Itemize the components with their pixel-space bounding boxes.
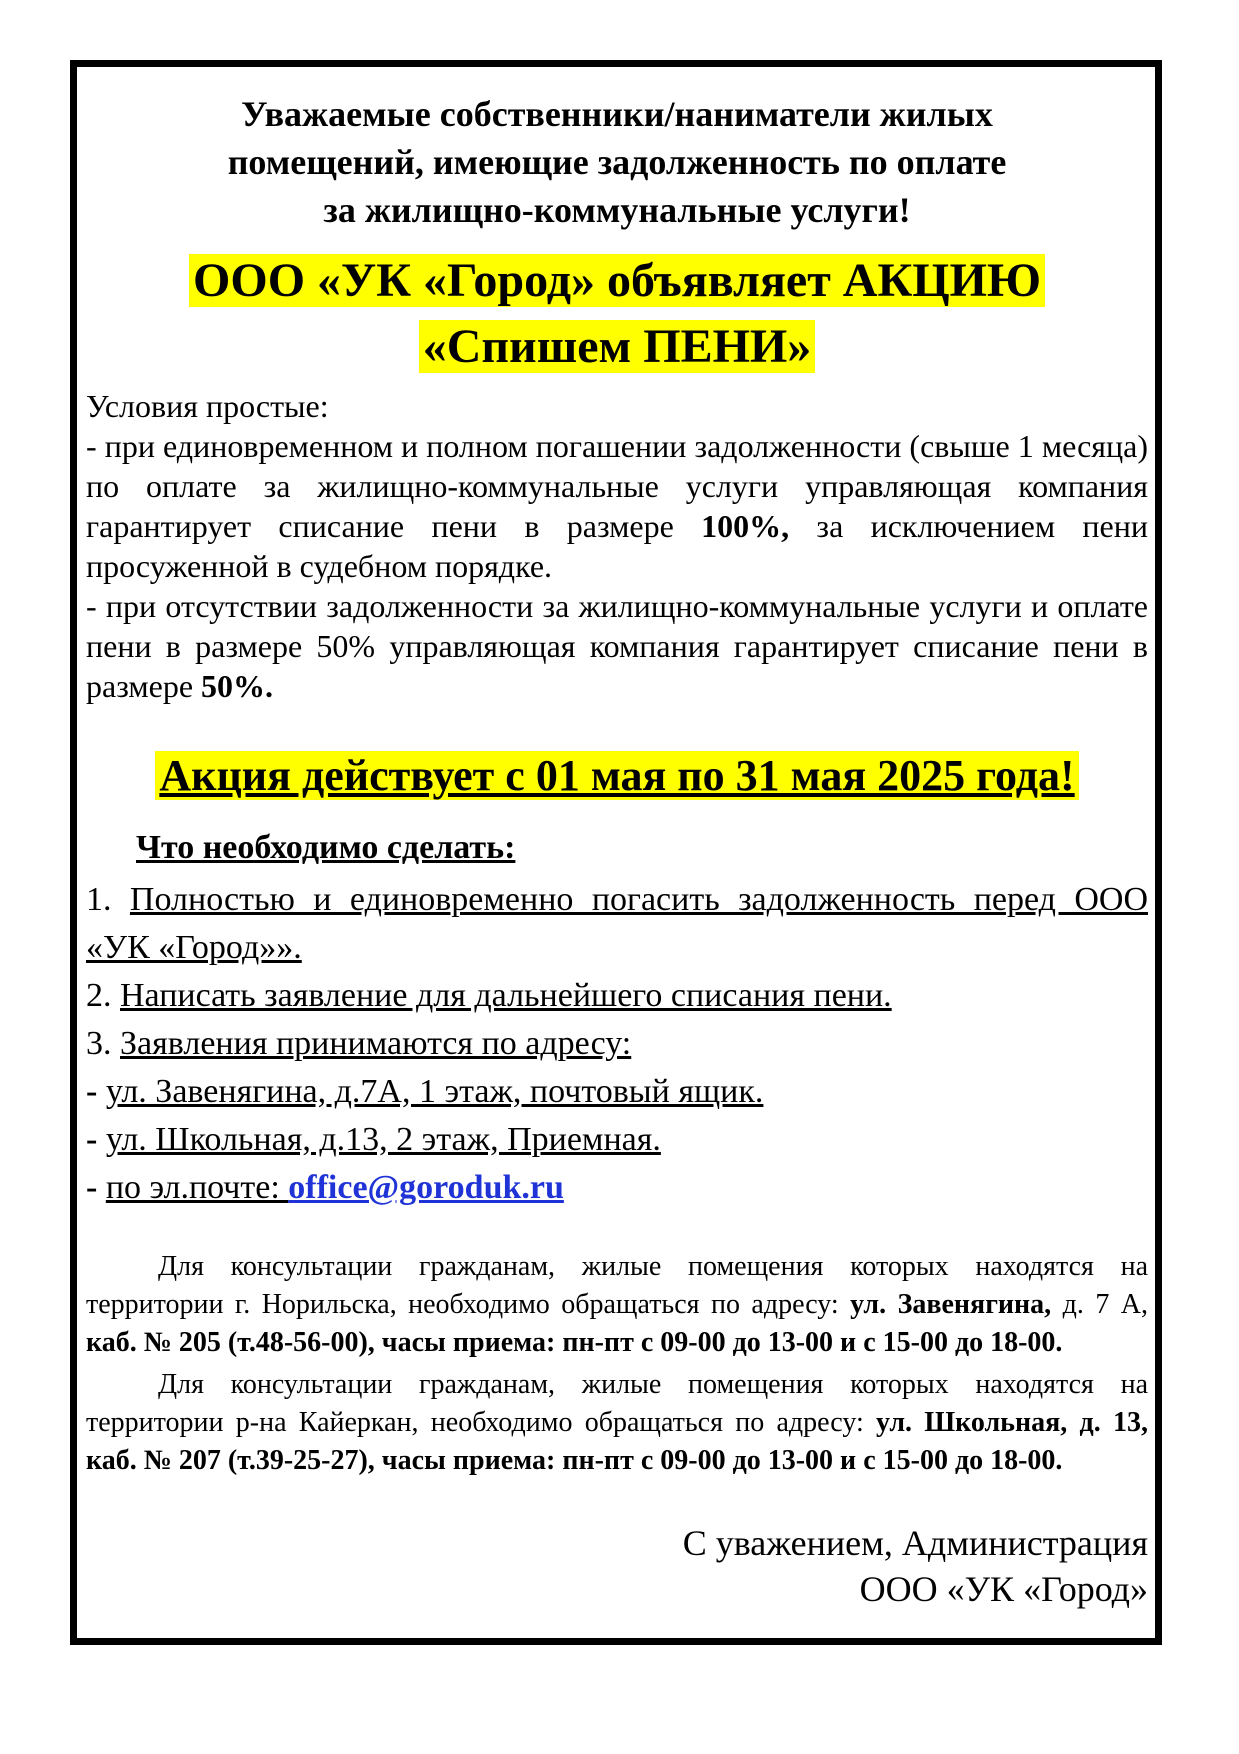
greeting-line-3: за жилищно-коммунальные услуги! <box>323 190 911 230</box>
promo-announcement <box>86 248 1148 380</box>
conditions-title: Условия простые: <box>86 388 329 424</box>
address-1-dash: - <box>86 1073 106 1110</box>
greeting-line-2: помещений, имеющие задолженность по оплате <box>227 142 1007 182</box>
email-item <box>86 1164 1148 1212</box>
todo-title: Что необходимо сделать: <box>136 829 516 866</box>
condition-1-tail: за исключением пени просуженной в судебном порядке. <box>86 508 1148 584</box>
promo-line-2: «Спишем ПЕНИ» <box>419 320 816 373</box>
step-1-text: Полностью и единовременно погасить задолженность перед ООО «УК «Город»». <box>86 881 1149 966</box>
consult-1-bold-details: каб. № 205 (т.48-56-00), часы приема: пн-пт с 09-00 до 13-00 и с 15-00 до 18-00. <box>86 1327 1063 1358</box>
email-label: по эл.почте: <box>105 1169 289 1206</box>
promo-line-1: ООО «УК «Город» объявляет АКЦИЮ <box>189 254 1045 307</box>
condition-item-2 <box>86 586 1148 706</box>
address-2-text: ул. Школьная, д.13, 2 этаж, Приемная. <box>105 1121 661 1158</box>
deadline-banner <box>86 746 1148 806</box>
todo-step-2 <box>86 972 1148 1020</box>
todo-step-3 <box>86 1020 1148 1068</box>
address-item-2 <box>86 1116 1148 1164</box>
step-2-text: Написать заявление для дальнейшего списания пени. <box>120 977 892 1014</box>
address-1-text: ул. Завенягина, д.7А, 1 этаж, почтовый ящик. <box>105 1073 764 1110</box>
step-2-number: 2. <box>86 977 120 1014</box>
email-link[interactable]: office@goroduk.ru <box>288 1169 564 1206</box>
signature-line-1: С уважением, Администрация <box>682 1523 1148 1563</box>
todo-section <box>86 824 1148 1212</box>
condition-2-percent: 50%. <box>201 668 274 704</box>
todo-step-1 <box>86 876 1148 972</box>
consult-paragraph-norilsk <box>86 1248 1148 1362</box>
deadline-text: Акция действует с 01 мая по 31 мая 2025 года! <box>155 751 1078 800</box>
condition-1-percent: 100%, <box>701 508 790 544</box>
condition-2-text: - при отсутствии задолженности за жилищно-коммунальные услуги и оплате пени в размере 50% управляющая компания гарантирует списание пени в размере <box>86 588 1148 704</box>
consult-1-bold-street: ул. Завенягина, <box>850 1289 1052 1320</box>
condition-1-text: - при единовременном и полном погашении задолженности (свыше 1 месяца) по оплате за жилищно-коммунальные услуги управляющая компания гарантирует списание пени в размере <box>86 428 1148 544</box>
consult-paragraph-kayerkan <box>86 1366 1148 1480</box>
step-3-number: 3. <box>86 1025 120 1062</box>
step-1-number: 1. <box>86 881 130 918</box>
notice-content <box>86 90 1148 1612</box>
consult-1-text: Для консультации гражданам, жилые помещения которых находятся на территории г. Норильска, необходимо обращаться по адресу: <box>86 1251 1148 1320</box>
signature-block <box>86 1520 1148 1612</box>
consult-2-bold-details: ул. Школьная, д. 13, каб. № 207 (т.39-25-27), часы приема: пн-пт с 09-00 до 13-00 и с 15-00 до 18-00. <box>86 1407 1148 1476</box>
condition-item-1 <box>86 426 1148 586</box>
consult-2-text: Для консультации гражданам, жилые помещения которых находятся на территории р-на Кайеркан, необходимо обращаться по адресу: <box>86 1369 1148 1438</box>
step-3-text: Заявления принимаются по адресу: <box>120 1025 632 1062</box>
consultation-section <box>86 1248 1148 1480</box>
consult-1-mid: д. 7 А, <box>1051 1289 1149 1320</box>
email-dash: - <box>86 1169 106 1206</box>
address-item-1 <box>86 1068 1148 1116</box>
greeting-heading <box>86 90 1148 234</box>
conditions-section <box>86 386 1148 706</box>
greeting-line-1: Уважаемые собственники/наниматели жилых <box>241 94 993 134</box>
signature-line-2: ООО «УК «Город» <box>859 1569 1148 1609</box>
address-2-dash: - <box>86 1121 106 1158</box>
